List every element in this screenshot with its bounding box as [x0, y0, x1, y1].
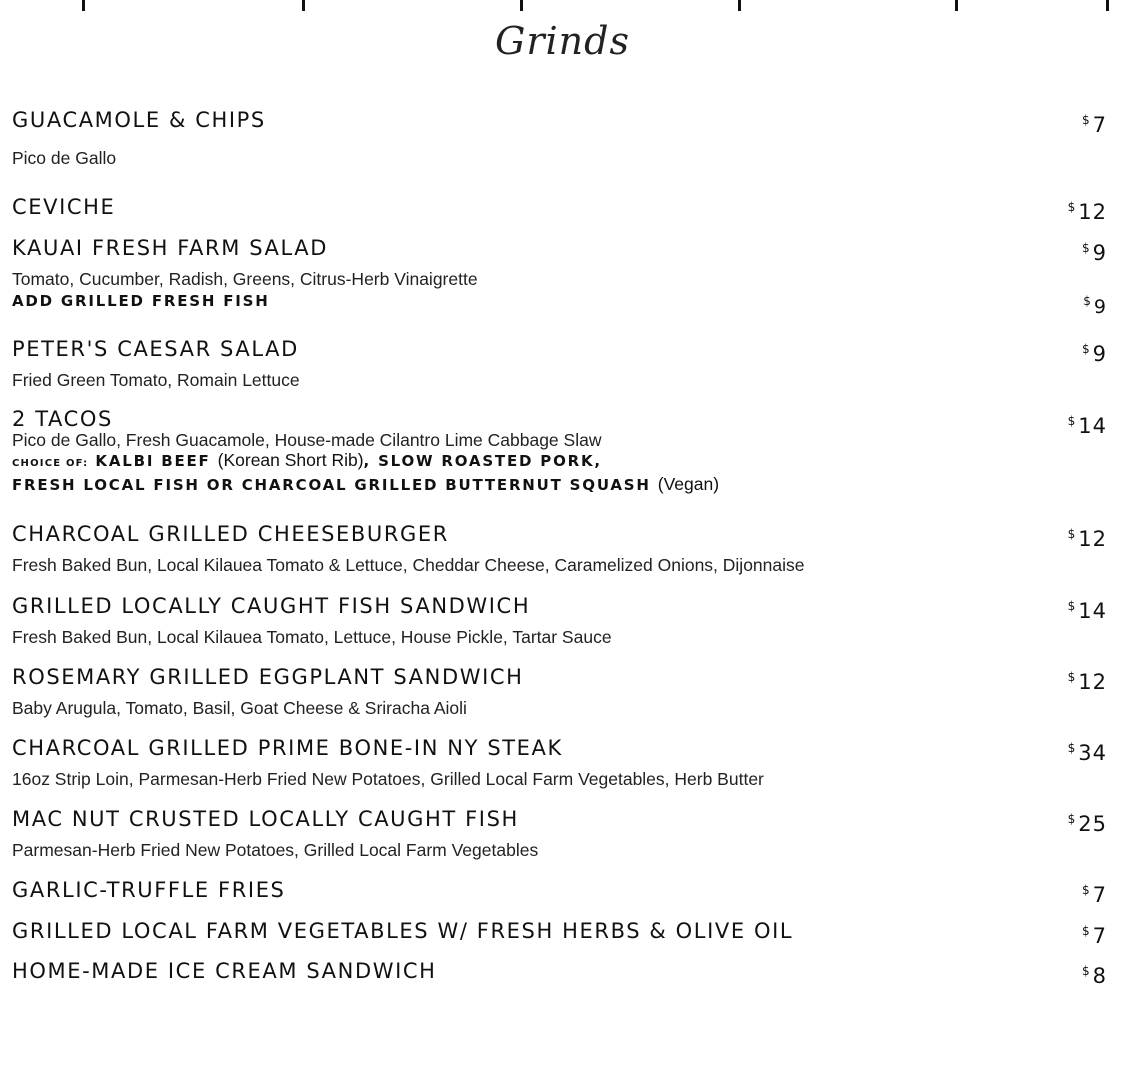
menu-item — [12, 918, 1107, 948]
currency-symbol: $ — [1067, 527, 1077, 541]
item-description: Parmesan-Herb Fried New Potatoes, Grilled Local Farm Vegetables — [12, 840, 539, 860]
currency-symbol: $ — [1067, 200, 1077, 214]
item-name: GARLIC-TRUFFLE FRIES — [12, 878, 286, 902]
menu-item — [12, 336, 1107, 391]
taco-choices-line-2: FRESH LOCAL FISH OR CHARCOAL GRILLED BUTTERNUT SQUASH (Vegan) — [12, 474, 720, 494]
item-price: $34 — [1067, 741, 1107, 765]
item-price: $14 — [1067, 414, 1107, 438]
menu-item — [12, 664, 1107, 719]
decorative-top-border — [0, 0, 1125, 12]
item-description: Fried Green Tomato, Romain Lettuce — [12, 370, 300, 390]
item-name: GRILLED LOCALLY CAUGHT FISH SANDWICH — [12, 594, 531, 618]
currency-symbol: $ — [1067, 741, 1077, 755]
item-price: $14 — [1067, 599, 1107, 623]
currency-symbol: $ — [1081, 883, 1091, 897]
item-name: ROSEMARY GRILLED EGGPLANT SANDWICH — [12, 665, 524, 689]
menu-item — [12, 194, 1107, 224]
item-price: $7 — [1081, 883, 1107, 907]
item-name: GUACAMOLE & CHIPS — [12, 108, 266, 132]
item-name: CHARCOAL GRILLED PRIME BONE-IN NY STEAK — [12, 736, 563, 760]
currency-symbol: $ — [1067, 599, 1077, 613]
item-price: $8 — [1081, 964, 1107, 988]
currency-symbol: $ — [1081, 342, 1091, 356]
section-title: Grinds — [495, 19, 630, 63]
currency-symbol: $ — [1067, 812, 1077, 826]
item-price: $12 — [1067, 527, 1107, 551]
currency-symbol: $ — [1081, 113, 1091, 127]
currency-symbol: $ — [1083, 294, 1092, 308]
item-price: $12 — [1067, 670, 1107, 694]
menu-item — [12, 877, 1107, 907]
item-name: 2 TACOS — [12, 407, 113, 431]
item-name: KAUAI FRESH FARM SALAD — [12, 236, 329, 260]
item-description: Pico de Gallo, Fresh Guacamole, House-made Cilantro Lime Cabbage Slaw — [12, 430, 602, 450]
currency-symbol: $ — [1067, 414, 1077, 428]
currency-symbol: $ — [1067, 670, 1077, 684]
item-name: PETER'S CAESAR SALAD — [12, 337, 299, 361]
addon-price: $ 9 — [1083, 294, 1107, 318]
item-price: $9 — [1081, 241, 1107, 265]
item-description: Fresh Baked Bun, Local Kilauea Tomato, Lettuce, House Pickle, Tartar Sauce — [12, 627, 612, 647]
currency-symbol: $ — [1081, 924, 1091, 938]
item-description: Baby Arugula, Tomato, Basil, Goat Cheese & Sriracha Aioli — [12, 698, 467, 718]
item-name: MAC NUT CRUSTED LOCALLY CAUGHT FISH — [12, 807, 519, 831]
taco-choices-line-1: CHOICE OF: KALBI BEEF (Korean Short Rib), SLOW ROASTED PORK, — [12, 450, 602, 470]
menu-item — [12, 408, 1107, 495]
menu-item — [12, 521, 1107, 576]
item-description: Tomato, Cucumber, Radish, Greens, Citrus-Herb Vinaigrette — [12, 269, 478, 289]
item-addon — [12, 290, 1107, 318]
menu-item — [12, 806, 1107, 861]
menu-item — [12, 107, 1107, 169]
currency-symbol: $ — [1081, 241, 1091, 255]
item-price: $7 — [1081, 924, 1107, 948]
currency-symbol: $ — [1081, 964, 1091, 978]
item-name: CHARCOAL GRILLED CHEESEBURGER — [12, 522, 449, 546]
item-description: 16oz Strip Loin, Parmesan-Herb Fried New Potatoes, Grilled Local Farm Vegetables, Herb Butter — [12, 769, 764, 789]
item-description: Pico de Gallo — [12, 148, 117, 168]
item-price: $12 — [1067, 200, 1107, 224]
item-description: Fresh Baked Bun, Local Kilauea Tomato & Lettuce, Cheddar Cheese, Caramelized Onions, Dijonnaise — [12, 555, 805, 575]
addon-label: ADD GRILLED FRESH FISH — [12, 292, 270, 310]
menu-item — [12, 735, 1107, 790]
item-price: $7 — [1081, 113, 1107, 137]
item-name: CEVICHE — [12, 195, 116, 219]
item-name: HOME-MADE ICE CREAM SANDWICH — [12, 959, 437, 983]
item-price: $9 — [1081, 342, 1107, 366]
menu-item — [12, 593, 1107, 648]
menu-item — [12, 235, 1107, 318]
item-price: $25 — [1067, 812, 1107, 836]
item-name: GRILLED LOCAL FARM VEGETABLES W/ FRESH HERBS & OLIVE OIL — [12, 919, 794, 943]
menu-item — [12, 958, 1107, 988]
